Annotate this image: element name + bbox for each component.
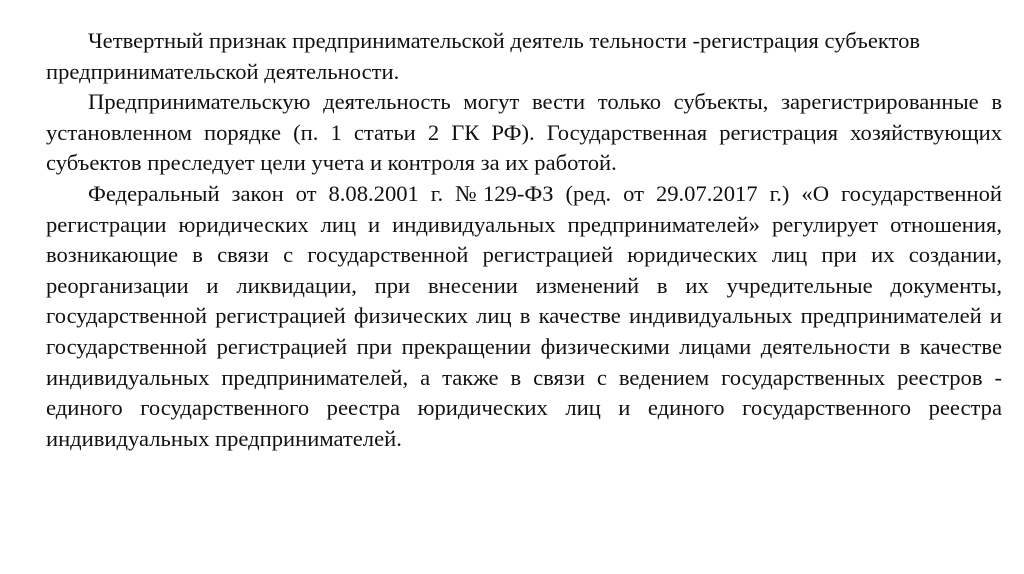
paragraph-registered-subjects: Предпринимательскую деятельность могут вести только субъекты, зарегистрированные в установленном порядке (п. 1 статьи 2 ГК РФ). Государственная регистрация хозяйствующих субъектов преследует цели учета и контроля за их работой. bbox=[46, 89, 1002, 176]
paragraph-registration-feature: Четвертный признак предпринимательской деятель тельности -регистрация субъектов предпринимательской деятельности. bbox=[46, 28, 921, 84]
paragraph-federal-law: Федеральный закон от 8.08.2001 г. №129-ФЗ (ред. от 29.07.2017 г.) «О государственной регистрации юридических лиц и индивидуальных предпринимателей» регулирует отношения, возникающие в связи с государственной регистрацией юридических лиц при их создании, реорганизации и ликвидации, при внесении изменений в их учредительные документы, государственной регистрацией физических лиц в качестве индивидуальных предпринимателей и государственной регистрацией при прекращении физическими лицами деятельности в качестве индивидуальных предпринимателей, а также в связи с ведением государственных реестров - единого государственного реестра юридических лиц и единого государственного реестра индивидуальных предпринимателей. bbox=[46, 180, 1002, 451]
